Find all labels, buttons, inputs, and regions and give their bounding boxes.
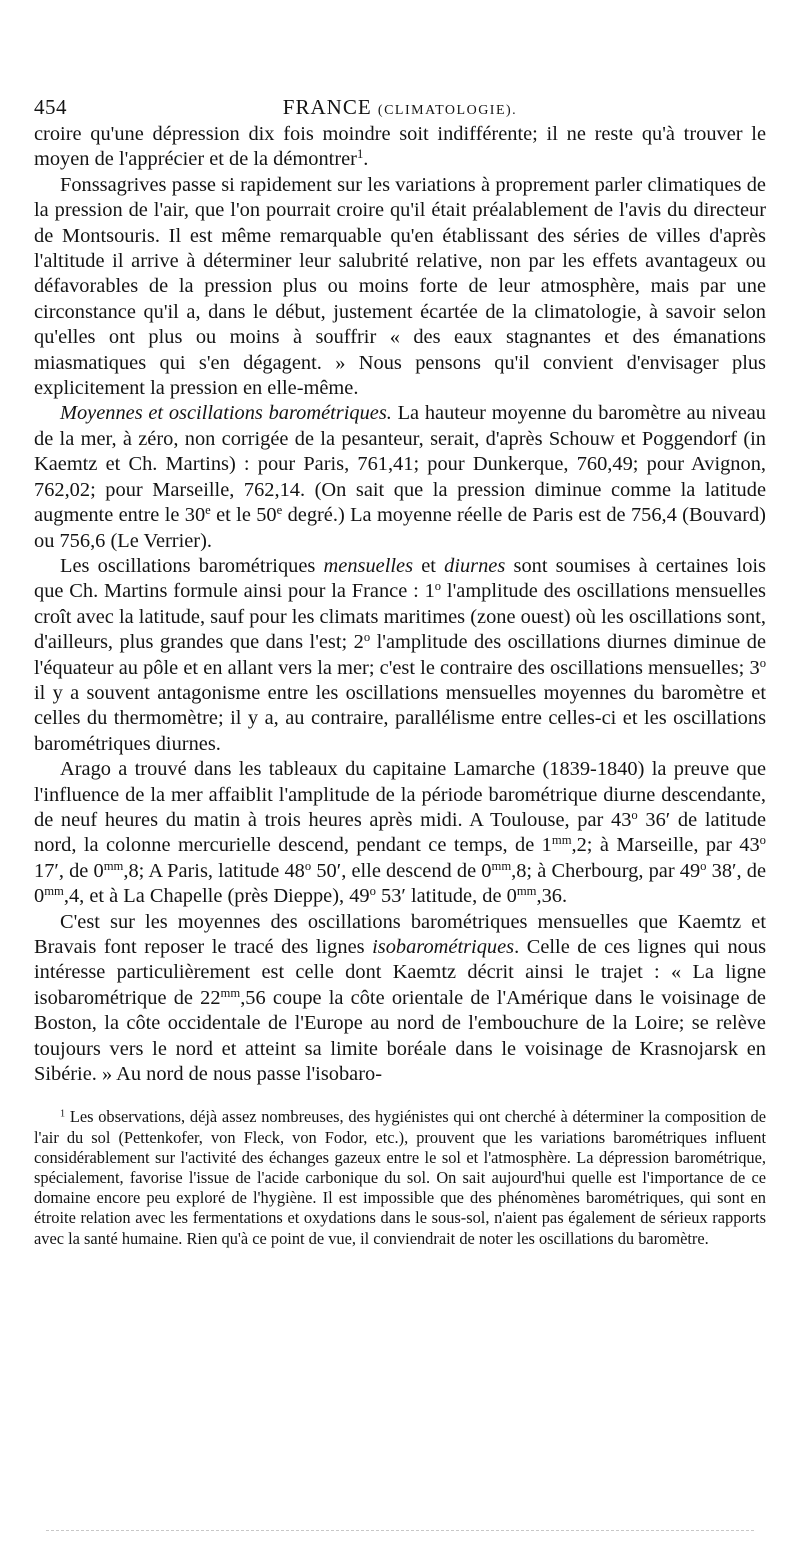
paragraph-3 — [34, 401, 766, 553]
footnotes — [34, 1107, 766, 1248]
paragraph-5-part: 50′, elle descend de 0 — [311, 859, 492, 882]
paragraph-5-part: ,2; à Marseille, par 43 — [571, 834, 760, 857]
paragraph-5-part: ,8; à Cherbourg, par 49 — [511, 859, 701, 882]
unit-mm: mm — [103, 858, 124, 873]
paragraph-4-part: l'amplitude des oscillations mensuelles croît avec la latitude, sauf pour les climats maritimes (zone ouest) où les oscillations sont, d'ailleurs, plus grandes que dans l'est; 2 — [34, 580, 766, 654]
unit-mm: mm — [491, 858, 512, 873]
footnote-marker: 1 — [60, 1108, 66, 1120]
paragraph-4 — [34, 554, 766, 757]
paragraph-5-part: ,36. — [536, 885, 568, 908]
paragraph-6-part: . Celle de ces lignes qui nous intéresse particulièrement est celle dont Kaemtz décrit ainsi le trajet : « La ligne isobarométrique de 22 — [34, 936, 766, 1009]
running-title-main: FRANCE — [282, 95, 372, 119]
paragraph-5-part: Arago a trouvé dans les tableaux du capitaine Lamarche (1839-1840) la preuve que l'influence de la mer affaiblit l'amplitude de la période barométrique diurne descendante, de neuf heures du matin à trois heures après midi. A Toulouse, par 43 — [34, 758, 766, 831]
paragraph-2: Fonssagrives passe si rapidement sur les variations à proprement parler climatiques de la pression de l'air, que l'on pourrait croire qu'il était préalablement de l'avis du directeur de Montsouris. Il est même remarquable qu'en établissant des séries de villes d'après l'altitude il arrive à déterminer leur salubrité relative, non par les effets avantageux ou défavorables de la pression plus ou moins forte de leur atmosphère, mais par une circonstance qu'il a, dans le début, justement écartée de la climatologie, à savoir selon qu'elles ont plus ou moins à souffrir « des eaux stagnantes et des émanations miasmatiques qui s'en dégagent. » Nous pensons qu'il convient d'envisager plus explicitement la pression en elle-même. — [34, 173, 766, 400]
ordinal-suffix: o — [363, 630, 371, 645]
running-title — [34, 92, 766, 126]
unit-mm: mm — [516, 884, 537, 899]
running-title-sub: (CLIMATOLOGIE). — [377, 103, 518, 118]
emphasis: isobarométriques — [372, 936, 515, 958]
degree-sign: o — [369, 884, 376, 899]
ordinal-suffix: o — [434, 579, 442, 594]
page-bottom-rule — [46, 1530, 754, 1531]
paragraph-6-part: C'est sur les moyennes des oscillations barométriques mensuelles que Kaemtz et Bravais font reposer le tracé des lignes — [34, 910, 766, 958]
unit-mm: mm — [551, 833, 572, 848]
footnote-1 — [34, 1107, 766, 1248]
degree-sign: o — [631, 808, 638, 823]
section-heading: Moyennes et oscillations barométriques. — [60, 402, 392, 425]
paragraph-5-part: 53′ latitude, de 0 — [375, 885, 517, 908]
paragraph-1-end: . — [363, 148, 369, 171]
paragraph-5-part: 36′ de latitude nord, la colonne mercurielle descend, pendant ce temps, de 1 — [34, 808, 766, 857]
paragraph-4-part: il y a souvent antagonisme entre les oscillations mensuelles moyennes du baromètre et celles du thermomètre; il y a, au contraire, parallélisme entre celles-ci et les oscillations barométriques diurnes. — [34, 681, 766, 755]
emphasis: diurnes — [444, 554, 506, 577]
paragraph-5 — [34, 757, 766, 909]
footnote-ref: 1 — [356, 147, 364, 162]
paragraph-4-part: Les oscillations barométriques — [60, 554, 324, 577]
ordinal-suffix: o — [759, 655, 766, 670]
document-page — [34, 92, 766, 1249]
paragraph-3-part: La hauteur moyenne du baromètre au niveau de la mer, à zéro, non corrigée de la pesanteur, serait, d'après Schouw et Poggendorf (in Kaemtz et Ch. Martins) : pour Paris, 761,41; pour Dunkerque, 760,49; pour Avignon, 762,02; pour Marseille, 762,14. (On sait que la pression diminue comme la latitude augmente entre le 30 — [34, 402, 766, 527]
degree-sign: o — [700, 858, 707, 873]
paragraph-6-part: ,56 coupe la côte orientale de l'Amérique dans le voisinage de Boston, la côte occidentale de l'Europe au nord de l'embouchure de la Loire; se relève toujours vers le nord et atteint sa limite boréale dans le voisinage de Krasnojarsk en Sibérie. » Au nord de nous passe l'isobaro- — [34, 986, 766, 1086]
emphasis: mensuelles — [323, 554, 414, 577]
paragraph-4-part: l'amplitude des oscillations diurnes diminue de l'équateur au pôle et en allant vers la mer; c'est le contraire des oscillations mensuelles; 3 — [34, 631, 766, 679]
paragraph-6 — [34, 910, 766, 1088]
footnote-text: Les observations, déjà assez nombreuses, des hygiénistes qui ont cherché à déterminer la composition de l'air du sol (Pettenkofer, von Fleck, von Fodor, etc.), prouvent que les variations barométriques influent considérablement sur l'activité des échanges gazeux entre le sol et l'atmosphère. La dépression barométrique, spécialement, favorise l'issue de l'acide carbonique du sol. On sait aujourd'hui quelle est l'importance de ce domaine encore peu exploré de l'hygiène. Il est impossible que des phénomènes barométriques, qui sont en étroite relation avec les fermentations et oxydations dans le sous-sol, n'aient pas également de sérieux rapports avec la santé humaine. Rien qu'à ce point de vue, il conviendrait de noter les oscillations du baromètre. — [34, 1107, 766, 1248]
paragraph-5-part: ,8; A Paris, latitude 48 — [123, 859, 305, 882]
paragraph-1 — [34, 122, 766, 173]
paragraph-4-part: et — [413, 554, 445, 577]
ordinal-suffix: e — [205, 503, 211, 518]
paragraph-3-part: et le 50 — [210, 504, 277, 527]
degree-sign: o — [759, 833, 766, 848]
unit-mm: mm — [44, 884, 64, 899]
body-text — [34, 122, 766, 1087]
degree-sign: o — [304, 858, 312, 873]
running-header — [34, 92, 766, 122]
paragraph-5-part: ,4, et à La Chapelle (près Dieppe), 49 — [63, 885, 370, 908]
paragraph-5-part: 17′, de 0 — [34, 859, 104, 882]
page-number: 454 — [34, 95, 67, 119]
paragraph-1-text: croire qu'une dépression dix fois moindre soit indifférente; il ne reste qu'à trouver le moyen de l'apprécier et de la démontrer — [34, 123, 766, 171]
paragraph-4-part: sont soumises à certaines lois que Ch. Martins formule ainsi pour la France : 1 — [34, 554, 766, 603]
ordinal-suffix: e — [276, 503, 283, 518]
unit-mm: mm — [220, 985, 241, 1000]
paragraph-3-part: degré.) La moyenne réelle de Paris est de 756,4 (Bouvard) ou 756,6 (Le Verrier). — [34, 504, 766, 552]
paragraph-5-part: 38′, de 0 — [34, 859, 767, 908]
